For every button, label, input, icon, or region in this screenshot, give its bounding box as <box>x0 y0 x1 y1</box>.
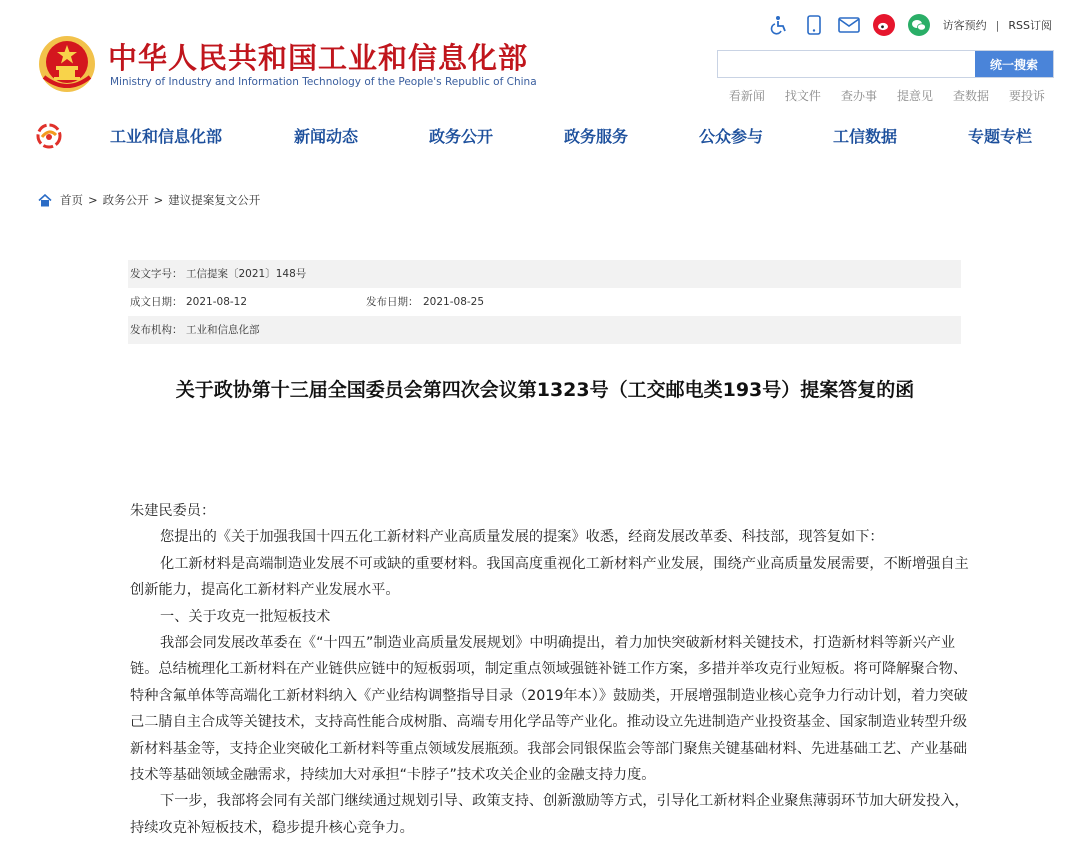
meta-row-dates <box>128 288 961 316</box>
breadcrumb-home[interactable]: 首页 <box>60 193 83 207</box>
ministry-logo-icon[interactable] <box>36 123 62 149</box>
mobile-phone-icon[interactable] <box>803 14 825 36</box>
section-heading: 一、关于攻克一批短板技术 <box>160 608 331 625</box>
national-emblem-icon <box>38 33 96 95</box>
quick-link-files[interactable]: 找文件 <box>784 89 821 103</box>
quick-link-complaint[interactable]: 要投诉 <box>1008 89 1045 103</box>
org-value: 工业和信息化部 <box>186 324 260 336</box>
org-label: 发布机构： <box>130 324 183 336</box>
body-paragraph: 下一步，我部将会同有关部门继续通过规划引导、政策支持、创新激励等方式，引导化工新材料企业聚焦薄弱环节加大研发投入，持续攻克补短板技术，稳步提升核心竞争力。 <box>130 793 969 836</box>
quick-link-news[interactable]: 看新闻 <box>728 89 765 103</box>
search-input[interactable] <box>718 51 974 77</box>
published-date-label: 发布日期： <box>366 296 419 308</box>
published-date-value: 2021-08-25 <box>423 296 485 308</box>
quick-links <box>709 87 1045 104</box>
site-header <box>0 0 1080 110</box>
breadcrumb-separator: > <box>153 193 164 207</box>
quick-link-services[interactable]: 查办事 <box>840 89 877 103</box>
quick-link-data[interactable]: 查数据 <box>952 89 989 103</box>
breadcrumb <box>38 192 260 208</box>
site-name-en: Ministry of Industry and Information Technology of the People's Republic of China <box>110 76 537 88</box>
main-nav <box>0 110 1080 160</box>
document-body <box>130 498 970 841</box>
site-name-cn: 中华人民共和国工业和信息化部 <box>108 41 529 75</box>
breadcrumb-separator: > <box>88 193 98 207</box>
mail-icon[interactable] <box>838 14 860 36</box>
search-button[interactable]: 统一搜索 <box>975 51 1053 77</box>
meta-row-org <box>128 316 961 344</box>
search-box <box>717 50 1054 78</box>
nav-item-public-participation[interactable]: 公众参与 <box>699 127 764 146</box>
accessibility-icon[interactable] <box>768 14 790 36</box>
nav-item-news[interactable]: 新闻动态 <box>294 127 359 146</box>
nav-item-ministry[interactable]: 工业和信息化部 <box>110 127 223 146</box>
body-paragraph: 我部会同发展改革委在《“十四五”制造业高质量发展规划》中明确提出，着力加快突破新材料关键技术，打造新材料等新兴产业链。总结梳理化工新材料在产业链供应链中的短板弱项，制定重点领域强链补链工作方案，多措并举攻克行业短板。将可降解聚合物、特种含氟单体等高端化工新材料纳入《产业结构调整指导目录（2019年本）》鼓励类，开展增强制造业核心竞争力行动计划，着力突破己二腈自主合成等关键技术，支持高性能合成树脂、高端专用化学品等产业化。推动设立先进制造产业投资基金、国家制造业转型升级新材料基金等，支持企业突破化工新材料等重点领域发展瓶颈。我部会同银保监会等部门聚焦关键基础材料、先进基础工艺、产业基础技术等基础领域金融需求，持续加大对承担“卡脖子”技术攻关企业的金融支持力度。 <box>130 635 968 784</box>
weibo-icon[interactable] <box>873 14 895 36</box>
nav-item-gov-services[interactable]: 政务服务 <box>564 127 629 146</box>
nav-item-gov-affairs[interactable]: 政务公开 <box>429 127 494 146</box>
doc-no-label: 发文字号： <box>130 268 183 280</box>
top-links <box>768 12 1052 38</box>
breadcrumb-proposal-replies[interactable]: 建议提案复文公开 <box>168 193 261 207</box>
body-paragraph: 您提出的《关于加强我国十四五化工新材料产业高质量发展的提案》收悉，经商发展改革委、科技部，现答复如下： <box>160 529 884 546</box>
meta-row-doc-no <box>128 260 961 288</box>
written-date-value: 2021-08-12 <box>186 296 248 308</box>
doc-no-value: 工信提案〔2021〕148号 <box>186 268 307 280</box>
body-paragraph: 化工新材料是高端制造业发展不可或缺的重要材料。我国高度重视化工新材料产业发展，围绕产业高质量发展需要，不断增强自主创新能力，提高化工新材料产业发展水平。 <box>130 555 969 599</box>
nav-item-topics[interactable]: 专题专栏 <box>968 127 1033 146</box>
visitor-appointment-link[interactable]: 访客预约 <box>942 19 987 32</box>
home-icon[interactable] <box>38 194 52 207</box>
document-meta <box>128 260 961 344</box>
nav-item-data[interactable]: 工信数据 <box>833 127 898 146</box>
quick-link-feedback[interactable]: 提意见 <box>896 89 933 103</box>
rss-link[interactable]: RSS订阅 <box>1008 19 1052 32</box>
written-date-label: 成文日期： <box>130 296 183 308</box>
salutation: 朱建民委员： <box>130 503 216 519</box>
document-title: 关于政协第十三届全国委员会第四次会议第1323号（工交邮电类193号）提案答复的函 <box>175 379 915 401</box>
wechat-icon[interactable] <box>908 14 930 36</box>
top-link-separator: | <box>995 18 1000 32</box>
breadcrumb-gov-affairs[interactable]: 政务公开 <box>102 193 149 207</box>
